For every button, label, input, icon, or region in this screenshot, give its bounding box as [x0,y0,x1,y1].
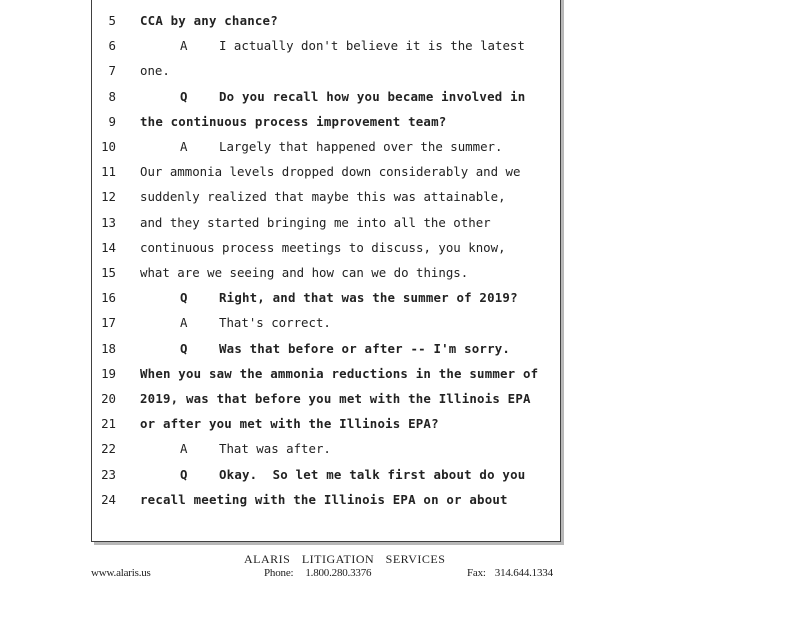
line-number: 19 [101,365,116,381]
testimony-text: Was that before or after -- I'm sorry. [219,340,511,356]
phone-label: Phone: [264,567,294,579]
transcript-line [92,364,552,384]
line-number: 6 [108,38,116,54]
transcript-line [92,112,552,132]
testimony-text: That was after. [219,441,331,457]
transcript-line [92,490,552,510]
line-text [140,112,446,132]
testimony-text: 2019, was that before you met with the Illinois EPA [140,391,531,406]
testimony-text: recall meeting with the Illinois EPA on or about [140,491,508,507]
testimony-text: CCA by any chance? [140,13,278,28]
line-text [140,162,520,182]
line-text [180,288,518,308]
testimony-text: Do you recall how you became involved in [219,88,526,104]
line-number: 18 [101,340,116,356]
testimony-text: suddenly realized that maybe this was attainable, [140,189,506,205]
transcript-line [92,238,552,258]
transcript-line [92,87,552,107]
transcript-line [92,389,552,409]
speaker-label: Q [180,290,188,306]
speaker-label: A [180,139,188,154]
transcript-line [92,313,552,333]
transcript-line [92,137,552,157]
line-text [180,36,525,56]
line-text [180,87,525,107]
line-number: 14 [101,239,116,255]
speaker-label: Q [180,340,188,356]
footer-company: ALARIS LITIGATION SERVICES [244,552,446,566]
testimony-text: When you saw the ammonia reductions in the summer of [140,365,539,381]
testimony-text: Our ammonia levels dropped down considerably and we [140,164,521,180]
line-number: 13 [101,214,116,230]
line-number: 20 [101,391,116,406]
speaker-label: A [180,315,188,331]
testimony-text: Right, and that was the summer of 2019? [219,290,518,306]
line-number: 5 [108,13,116,28]
transcript-line [92,439,552,459]
transcript-line [92,288,552,308]
line-text [140,490,508,510]
line-text [140,187,506,207]
footer-website[interactable]: www.alaris.us [91,567,151,579]
line-number: 23 [101,466,116,482]
testimony-text: Largely that happened over the summer. [219,139,503,154]
line-number: 9 [108,113,116,129]
transcript-line [92,61,552,81]
transcript-line [92,36,552,56]
line-text [180,439,331,459]
phone-number: 1.800.280.3376 [305,567,372,579]
fax-number: 314.644.1334 [494,567,553,579]
line-number: 11 [101,164,116,180]
transcript-page [91,0,561,542]
fax-label: Fax: [467,567,486,579]
transcript-line [92,213,552,233]
testimony-text: one. [140,63,170,79]
transcript-line [92,414,552,434]
line-text [140,389,531,409]
line-text [140,213,491,233]
line-text [140,11,278,31]
testimony-text: and they started bringing me into all the other [140,214,491,230]
line-number: 10 [101,139,116,154]
line-text [140,61,170,81]
speaker-label: A [180,441,188,457]
transcript-line [92,339,552,359]
testimony-text: continuous process meetings to discuss, you know, [140,239,506,255]
transcript-line [92,465,552,485]
footer-phone [264,567,371,579]
testimony-text: That's correct. [219,315,331,331]
testimony-text: the continuous process improvement team? [140,113,447,129]
line-number: 21 [101,416,116,432]
line-text [180,465,525,485]
line-number: 15 [101,265,116,280]
transcript-line [92,162,552,182]
line-number: 12 [101,189,116,205]
testimony-text: Okay. So let me talk first about do you [219,466,526,482]
line-number: 17 [101,315,116,331]
line-number: 7 [108,63,116,79]
line-number: 16 [101,290,116,306]
testimony-text: or after you met with the Illinois EPA? [140,416,439,432]
line-number: 8 [108,88,116,104]
line-text [180,339,510,359]
line-text [180,137,502,157]
speaker-label: Q [180,466,188,482]
line-text [140,238,506,258]
footer-fax [467,567,553,579]
line-number: 22 [101,441,116,457]
speaker-label: A [180,38,188,54]
line-number: 24 [101,491,116,507]
transcript-line [92,187,552,207]
line-text [180,313,331,333]
line-text [140,364,538,384]
line-text [140,263,468,283]
transcript-line [92,11,552,31]
speaker-label: Q [180,88,188,104]
line-text [140,414,439,434]
testimony-text: I actually don't believe it is the latest [219,38,525,54]
testimony-text: what are we seeing and how can we do things. [140,265,469,280]
transcript-line [92,263,552,283]
